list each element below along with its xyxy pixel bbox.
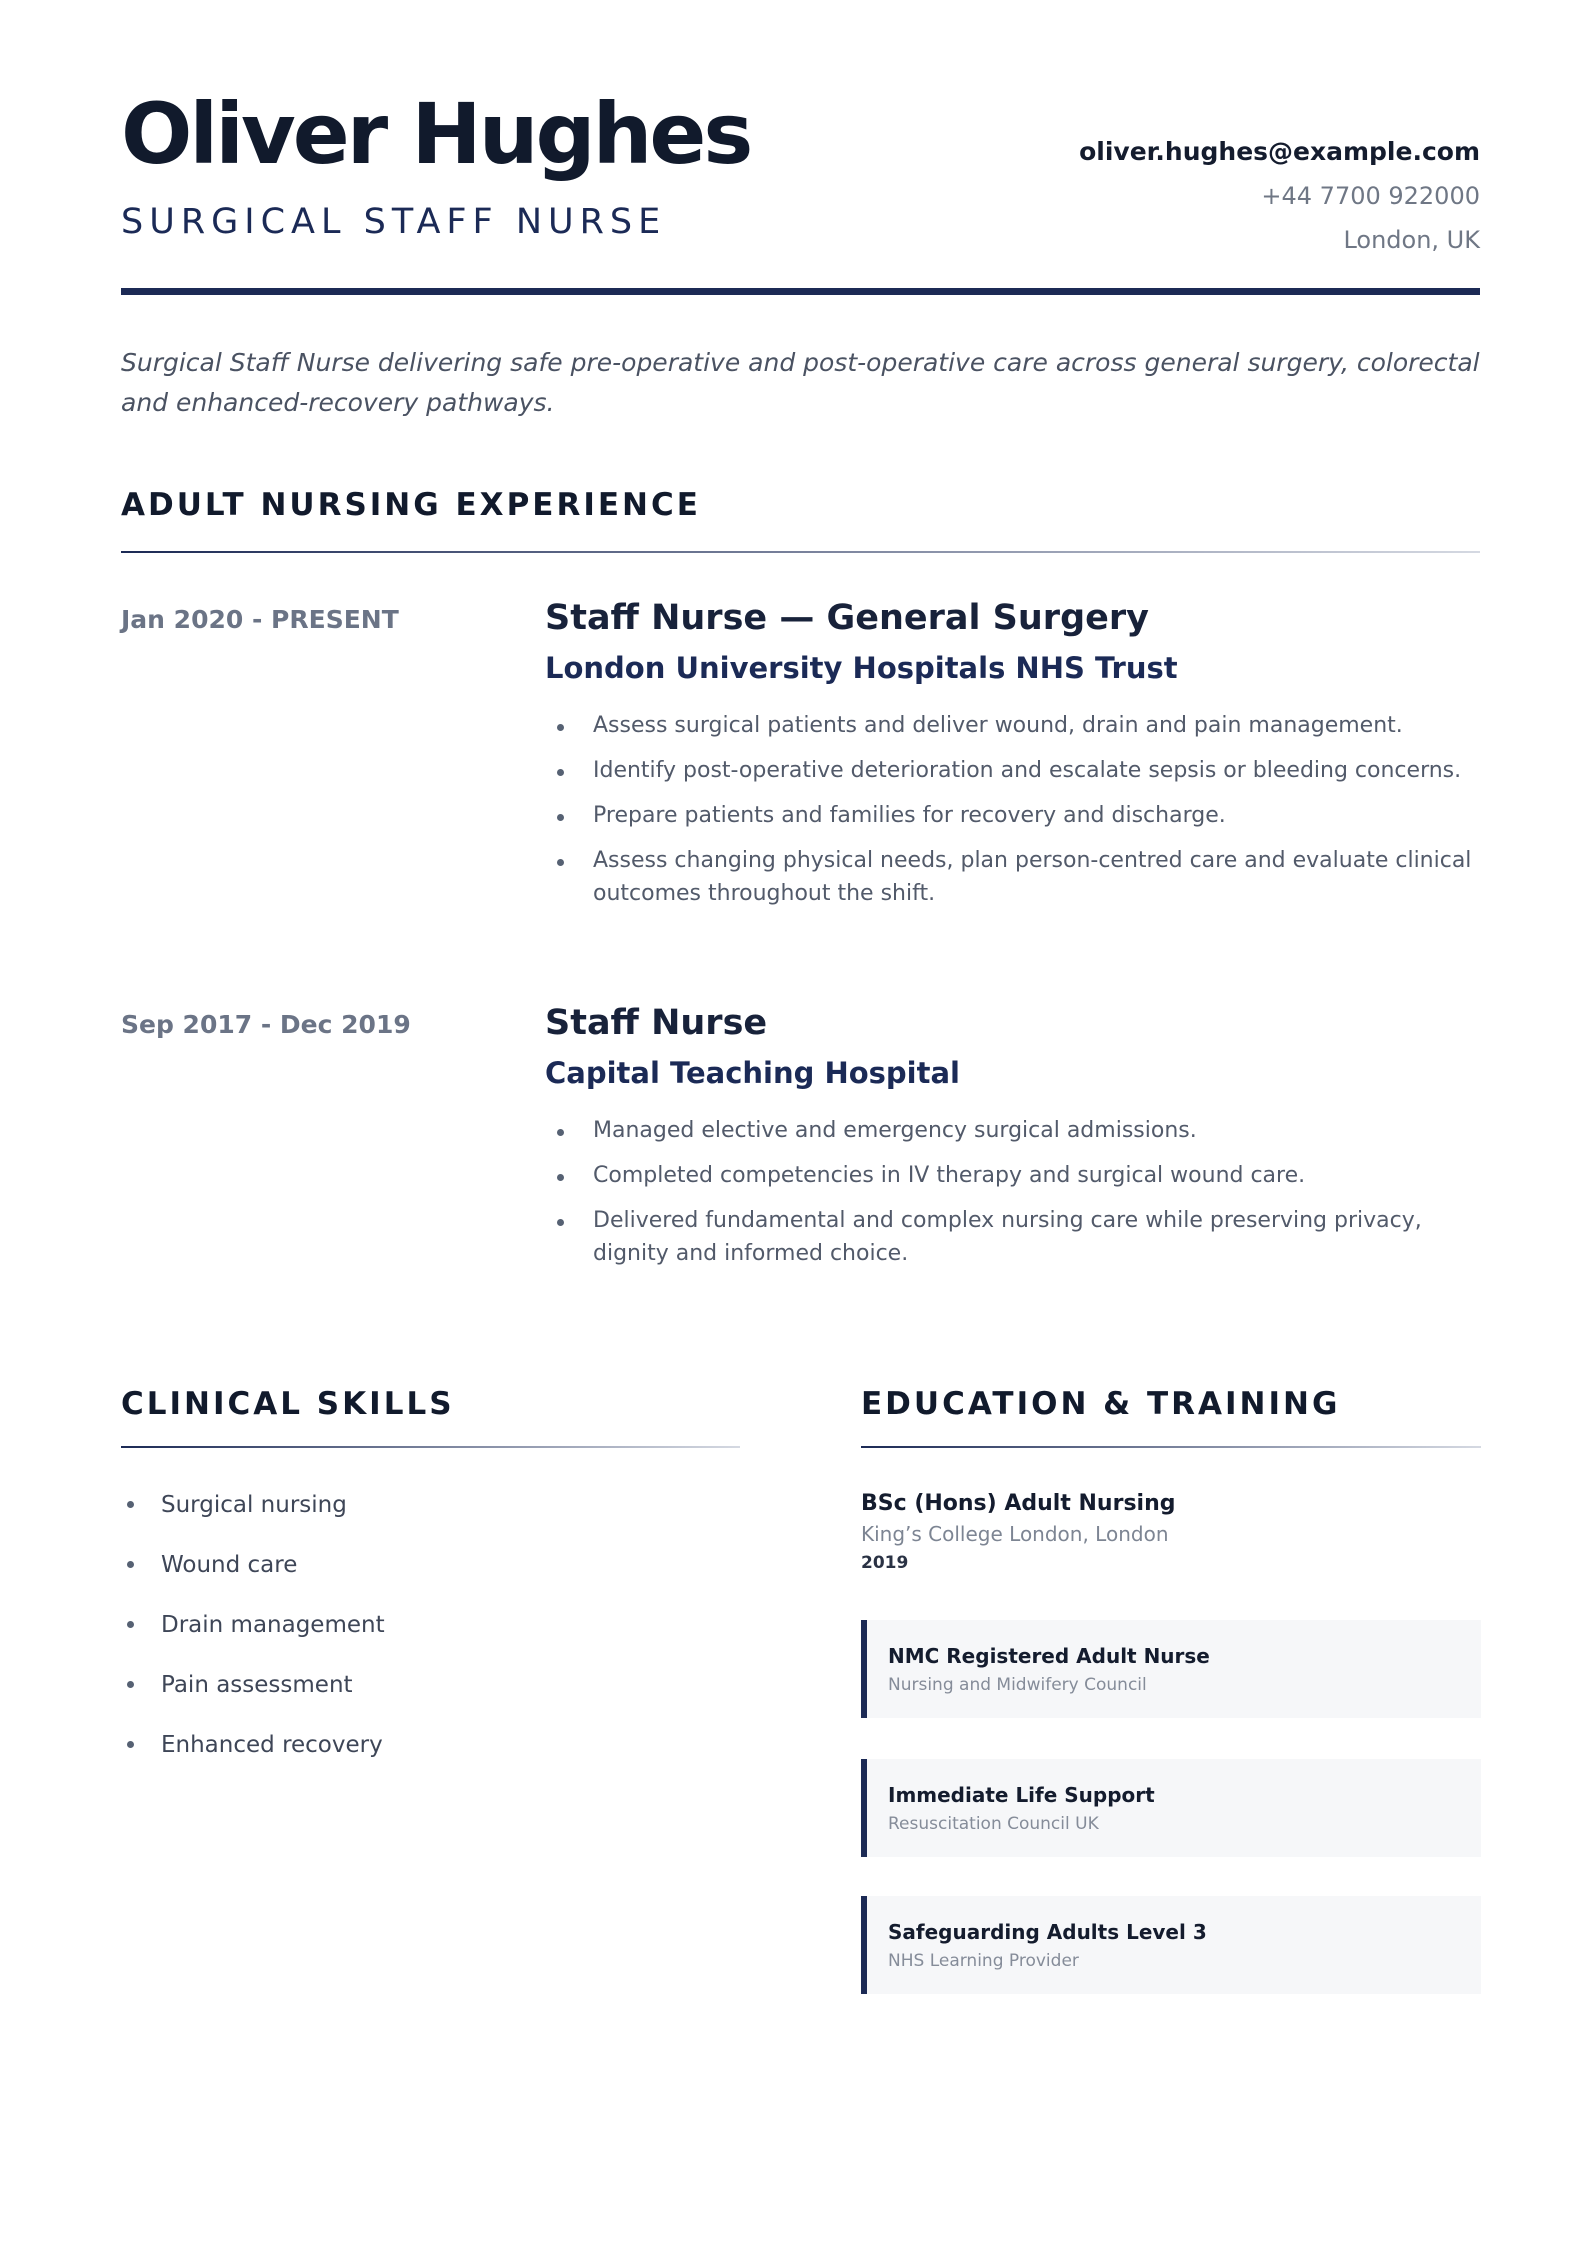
contact-block: [1079, 130, 1480, 262]
bullet-icon: [557, 859, 564, 866]
duty-text: Managed elective and emergency surgical admissions.: [593, 1118, 1197, 1143]
experience-divider: [121, 551, 1480, 553]
candidate-name: Oliver Hughes: [121, 85, 751, 183]
degree-title: BSc (Hons) Adult Nursing: [861, 1491, 1176, 1516]
job-dates: Sep 2017 - Dec 2019: [121, 1010, 411, 1039]
email-link[interactable]: oliver.hughes@example.com: [1079, 137, 1480, 166]
education-heading: EDUCATION & TRAINING: [861, 1386, 1341, 1422]
list-item: [121, 1730, 385, 1790]
cert-name: NMC Registered Adult Nurse: [888, 1644, 1210, 1668]
degree-school: King’s College London, London: [861, 1522, 1169, 1546]
job-title: Staff Nurse — General Surgery: [545, 598, 1149, 638]
list-item: [545, 754, 1481, 787]
cert-issuer: NHS Learning Provider: [888, 1951, 1079, 1971]
job-title: Staff Nurse: [545, 1003, 768, 1043]
skill-text: Wound care: [161, 1552, 298, 1578]
bullet-icon: [127, 1741, 134, 1748]
skill-text: Pain assessment: [161, 1672, 353, 1698]
phone-number: +44 7700 922000: [1261, 182, 1480, 210]
bullet-icon: [127, 1681, 134, 1688]
duty-text: Assess changing physical needs, plan person-centred care and evaluate clinical outcomes throughout the shift.: [593, 848, 1472, 906]
bullet-icon: [557, 1174, 564, 1181]
duty-text: Prepare patients and families for recovery and discharge.: [593, 803, 1226, 828]
list-item: [545, 844, 1481, 910]
duty-text: Assess surgical patients and deliver wound, drain and pain management.: [593, 713, 1403, 738]
duty-text: Identify post-operative deterioration and escalate sepsis or bleeding concerns.: [593, 758, 1462, 783]
list-item: [121, 1550, 385, 1610]
list-item: [121, 1670, 385, 1730]
list-item: [121, 1490, 385, 1550]
list-item: [545, 1204, 1481, 1270]
list-item: [545, 799, 1481, 832]
cert-name: Safeguarding Adults Level 3: [888, 1920, 1207, 1944]
bullet-icon: [557, 769, 564, 776]
job-employer: Capital Teaching Hospital: [545, 1056, 960, 1090]
duty-text: Delivered fundamental and complex nursing care while preserving privacy, dignity and informed choice.: [593, 1208, 1422, 1266]
list-item: [545, 709, 1481, 742]
list-item: [545, 1114, 1481, 1147]
job-dates: Jan 2020 - PRESENT: [121, 605, 399, 634]
bullet-icon: [127, 1501, 134, 1508]
skill-text: Enhanced recovery: [161, 1732, 383, 1758]
degree-year: 2019: [861, 1553, 909, 1573]
certification-card: [861, 1759, 1481, 1857]
bullet-icon: [557, 814, 564, 821]
skills-heading: CLINICAL SKILLS: [121, 1386, 455, 1422]
skills-divider: [121, 1446, 740, 1448]
degree-entry: [861, 1490, 1481, 1576]
cert-issuer: Nursing and Midwifery Council: [888, 1675, 1147, 1695]
header-divider: [121, 288, 1480, 295]
list-item: [121, 1610, 385, 1670]
cert-issuer: Resuscitation Council UK: [888, 1814, 1099, 1834]
skill-text: Surgical nursing: [161, 1492, 347, 1518]
bullet-icon: [557, 1129, 564, 1136]
job-role: SURGICAL STAFF NURSE: [121, 202, 667, 242]
location: London, UK: [1343, 226, 1480, 254]
duty-text: Completed competencies in IV therapy and surgical wound care.: [593, 1163, 1306, 1188]
skills-list: [121, 1490, 385, 1790]
certification-card: [861, 1620, 1481, 1718]
job-duties: [545, 1114, 1481, 1270]
education-divider: [861, 1446, 1481, 1448]
job-duties: [545, 709, 1481, 910]
bullet-icon: [127, 1621, 134, 1628]
bullet-icon: [127, 1561, 134, 1568]
skill-text: Drain management: [161, 1612, 385, 1638]
bullet-icon: [557, 724, 564, 731]
job-employer: London University Hospitals NHS Trust: [545, 651, 1178, 685]
cert-name: Immediate Life Support: [888, 1783, 1155, 1807]
profile-summary: Surgical Staff Nurse delivering safe pre-operative and post-operative care across general surgery, colorectal and enhanced-recovery pathways.: [121, 348, 1480, 417]
certification-card: [861, 1896, 1481, 1994]
experience-heading: ADULT NURSING EXPERIENCE: [121, 487, 701, 523]
list-item: [545, 1159, 1481, 1192]
bullet-icon: [557, 1219, 564, 1226]
